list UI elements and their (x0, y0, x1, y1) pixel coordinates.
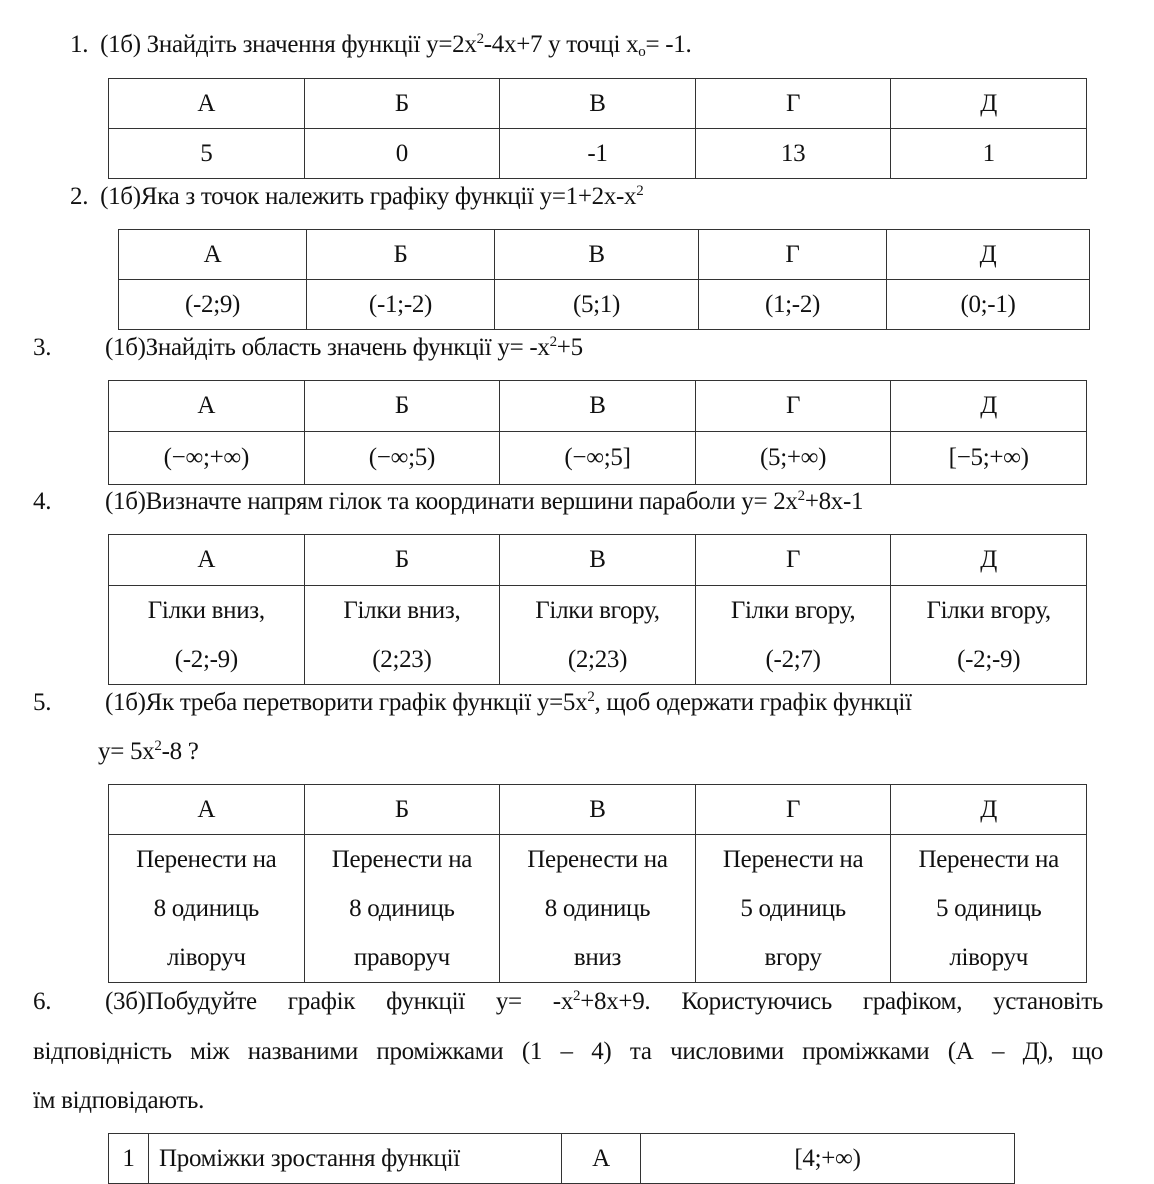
question-text: (1б) Знайдіть значення функції y=2x (100, 31, 477, 58)
interval-name: Проміжки зростання функції (149, 1134, 562, 1184)
question-3 (105, 333, 583, 363)
question-text: (1б)Визначте напрям гілок та координати вершини параболи y= 2x (105, 488, 798, 515)
answer-line: вгору (764, 944, 822, 971)
answer-line: вниз (573, 944, 622, 971)
answer-cell (891, 835, 1087, 983)
answer-line: (2;23) (372, 646, 432, 673)
answers-table-4 (108, 534, 1087, 685)
question-2 (70, 182, 643, 212)
question-5-number: 5. (33, 689, 52, 716)
question-text: -4x+7 у точці x (483, 31, 639, 58)
answer-line: Перенести на (331, 846, 473, 873)
answer-line: Гілки вниз, (147, 597, 265, 624)
header-g: Г (695, 381, 891, 432)
superscript: 2 (573, 988, 581, 1004)
header-g: Г (695, 785, 891, 835)
question-5 (105, 688, 912, 718)
question-3-number: 3. (33, 334, 52, 361)
answer-line: 5 одиниць (935, 895, 1042, 922)
answer-cell (109, 586, 305, 685)
answer-line: (-2;-9) (174, 646, 238, 673)
question-text: (1б)Яка з точок належить графіку функції y=1+2x-x (100, 183, 637, 210)
question-6-line-2: відповідність між названими проміжками (1 – 4) та числовими проміжками (А – Д), що (33, 1038, 1103, 1065)
answer-line: Гілки вгору, (535, 597, 660, 624)
answer-cell: (−∞;5] (500, 432, 696, 485)
header-b: Б (304, 785, 500, 835)
answer-cell: (5;1) (495, 280, 699, 330)
answer-line: 8 одиниць (349, 895, 455, 922)
header-a: А (109, 381, 305, 432)
subscript: o (638, 44, 646, 60)
question-text: (1б)Як треба перетворити графік функції y=5x (105, 689, 588, 716)
answers-table-3 (108, 380, 1087, 485)
header-v: В (495, 230, 699, 280)
header-a: А (119, 230, 307, 280)
option-letter: А (562, 1134, 641, 1184)
option-interval: [4;+∞) (641, 1134, 1015, 1184)
answer-cell (109, 835, 305, 983)
answer-line: Перенести на (918, 846, 1059, 873)
answer-line: праворуч (353, 944, 450, 971)
superscript: 2 (476, 31, 484, 47)
answer-cell: -1 (500, 129, 696, 179)
answer-cell: (-2;9) (119, 280, 307, 330)
header-v: В (500, 79, 696, 129)
header-b: Б (304, 381, 500, 432)
answer-cell (500, 586, 696, 685)
answer-line: (2;23) (567, 646, 628, 673)
header-g: Г (695, 79, 891, 129)
answer-line: 5 одиниць (740, 895, 846, 922)
superscript: 2 (549, 334, 557, 350)
answer-line: Перенести на (527, 846, 668, 873)
answer-cell: 13 (695, 129, 891, 179)
question-6 (105, 987, 1103, 1017)
answers-table-5 (108, 784, 1087, 983)
header-b: Б (304, 79, 500, 129)
answer-cell: (−∞;+∞) (109, 432, 305, 485)
question-text: (3б)Побудуйте графік функції y= -x (105, 988, 574, 1015)
answer-cell: (-1;-2) (307, 280, 495, 330)
question-text: y= 5x (98, 738, 155, 765)
question-text: (1б)Знайдіть область значень функції y= -x (105, 334, 550, 361)
answer-cell: (0;-1) (887, 280, 1090, 330)
header-a: А (109, 785, 305, 835)
question-6-line-3: їм відповідають. (33, 1087, 205, 1114)
header-v: В (500, 785, 696, 835)
question-4 (105, 487, 863, 517)
answer-cell: 0 (304, 129, 500, 179)
header-d: Д (891, 785, 1087, 835)
answer-cell (695, 586, 891, 685)
answer-line: (-2;7) (765, 646, 821, 673)
header-g: Г (695, 535, 891, 586)
answer-line: Гілки вниз, (343, 597, 461, 624)
answer-line: Перенести на (136, 846, 277, 873)
question-number: 2. (70, 183, 89, 210)
question-4-number: 4. (33, 488, 52, 515)
answer-line: ліворуч (949, 944, 1029, 971)
question-5-continuation (98, 737, 199, 767)
question-text: +8x-1 (804, 488, 864, 515)
answer-cell: 1 (891, 129, 1087, 179)
answer-line: 8 одиниць (153, 895, 260, 922)
answer-cell (891, 586, 1087, 685)
question-text: = -1. (645, 31, 692, 58)
superscript: 2 (797, 488, 805, 504)
answers-table-2 (118, 229, 1090, 330)
answer-cell (695, 835, 891, 983)
header-b: Б (304, 535, 500, 586)
header-a: А (109, 79, 305, 129)
answer-line: Гілки вгору, (730, 597, 856, 624)
question-1 (70, 30, 691, 60)
question-6-number: 6. (33, 988, 52, 1015)
header-d: Д (891, 381, 1087, 432)
header-v: В (500, 381, 696, 432)
answer-cell: (−∞;5) (304, 432, 500, 485)
question-text: -8 ? (161, 738, 199, 765)
answer-line: (-2;-9) (957, 646, 1021, 673)
answer-cell (304, 586, 500, 685)
answer-line: Перенести на (722, 846, 864, 873)
answer-cell (500, 835, 696, 983)
superscript: 2 (587, 689, 595, 705)
superscript: 2 (636, 183, 644, 199)
question-text: +5 (556, 334, 583, 361)
header-a: А (109, 535, 305, 586)
answer-cell: 5 (109, 129, 305, 179)
answer-line: Гілки вгору, (926, 597, 1051, 624)
question-text: , щоб одержати графік функції (594, 689, 912, 716)
answer-line: ліворуч (166, 944, 246, 971)
superscript: 2 (154, 738, 162, 754)
matching-table (108, 1133, 1015, 1184)
question-number: 1. (70, 31, 89, 58)
answer-cell (304, 835, 500, 983)
answer-cell: (5;+∞) (695, 432, 891, 485)
header-d: Д (891, 535, 1087, 586)
row-number: 1 (109, 1134, 149, 1184)
header-b: Б (307, 230, 495, 280)
header-d: Д (887, 230, 1090, 280)
header-g: Г (699, 230, 887, 280)
question-text: +8x+9. Користуючись графіком, установіть (580, 988, 1103, 1015)
answers-table-1 (108, 78, 1087, 179)
answer-cell: (1;-2) (699, 280, 887, 330)
answer-line: 8 одиниць (544, 895, 651, 922)
header-d: Д (891, 79, 1087, 129)
answer-cell: [−5;+∞) (891, 432, 1087, 485)
header-v: В (500, 535, 696, 586)
